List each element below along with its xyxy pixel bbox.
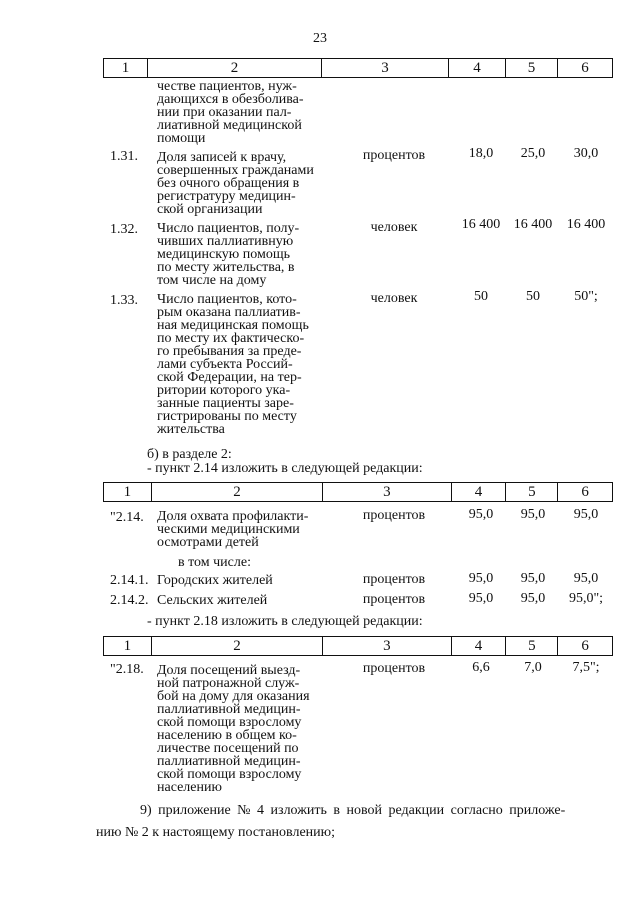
- table2-header: [103, 482, 613, 502]
- row-value-col6: 50";: [574, 289, 598, 304]
- row-code: 2.14.1.: [110, 573, 149, 588]
- row-value-col4: 16 400: [461, 217, 501, 232]
- table2-header-col4: 4: [452, 483, 507, 501]
- row-code: 1.31.: [110, 149, 138, 164]
- final-paragraph-line1: 9) приложение № 4 изложить в новой редакции согласно приложе-: [140, 803, 566, 818]
- row-value-col6: 95,0";: [568, 591, 604, 606]
- row-name: Доля записей к врачу, совершенных гражданами без очного обращения в регистратуру медицин- ской организации: [157, 150, 314, 217]
- page-number: 23: [313, 31, 327, 46]
- row-code: "2.14.: [110, 510, 144, 525]
- table1-header-col3: 3: [322, 59, 449, 77]
- section-b-text: б) в разделе 2:: [147, 447, 232, 462]
- row-value-col6: 95,0: [573, 507, 599, 522]
- row-unit: человек: [370, 291, 418, 306]
- row-name: Сельских жителей: [157, 593, 268, 608]
- table1-header-col2: 2: [148, 59, 322, 77]
- row-value-col4: 95,0: [468, 507, 494, 522]
- row-value-col5: 95,0: [520, 507, 546, 522]
- row-name: Городских жителей: [157, 573, 273, 588]
- table3-header-col2: 2: [152, 637, 323, 655]
- table3-header: [103, 636, 613, 656]
- table3-header-col5: 5: [506, 637, 558, 655]
- row-code: 2.14.2.: [110, 593, 149, 608]
- row-value-col6: 7,5";: [572, 660, 600, 675]
- row-unit: процентов: [362, 148, 426, 163]
- row-value-col5: 95,0: [520, 571, 546, 586]
- row-value-col6: 30,0: [573, 146, 599, 161]
- row-unit: процентов: [362, 572, 426, 587]
- table3-header-col3: 3: [323, 637, 452, 655]
- table1-header-col4: 4: [449, 59, 506, 77]
- row-value-col4: 6,6: [472, 660, 490, 675]
- row-name: Число пациентов, кото- рым оказана паллиатив- ная медицинская помощь по месту их фактическо- го пребывания за преде- лами субъекта Россий- ской Федерации, на тер- ритории которого ука- занные пациенты заре- гистрированы по месту жительства: [157, 292, 309, 437]
- row-code: "2.18.: [110, 662, 144, 677]
- row-value-col6: 95,0: [573, 571, 599, 586]
- table1-header-col6: 6: [581, 60, 589, 76]
- row-name: Доля посещений выезд- ной патронажной служ- бой на дому для оказания паллиативной медицин- ской помощи взрослому населению в общем ко- личестве посещений по паллиативной медицин- ской помощи взрослому населению: [157, 663, 310, 795]
- row-name: Доля охвата профилакти- ческими медицинскими осмотрами детей: [157, 509, 309, 550]
- table3-header-col4: 4: [452, 637, 507, 655]
- row-code: 1.32.: [110, 222, 138, 237]
- row-value-col5: 16 400: [513, 217, 553, 232]
- row-value-col5: 25,0: [520, 146, 546, 161]
- table2-header-col6: 6: [581, 484, 589, 500]
- row-code: 1.33.: [110, 293, 138, 308]
- row-value-col4: 95,0: [468, 571, 494, 586]
- row-name: Число пациентов, полу- чивших паллиативную медицинскую помощь по месту жительства, в том числе на дому: [157, 221, 300, 288]
- row-value-col6: 16 400: [566, 217, 606, 232]
- row-value-col4: 95,0: [468, 591, 494, 606]
- table1-continuation-text: честве пациентов, нуж- дающихся в обезболива- нии при оказании пал- лиативной медицинской помощи: [157, 79, 304, 146]
- point-2-14-intro: - пункт 2.14 изложить в следующей редакции:: [147, 461, 423, 476]
- row-value-col5: 7,0: [524, 660, 542, 675]
- table1-header: [103, 58, 613, 78]
- row-value-col5: 50: [526, 289, 540, 304]
- row-value-col4: 50: [474, 289, 488, 304]
- table1-header-col1: 1: [104, 59, 148, 77]
- row-value-col4: 18,0: [468, 146, 494, 161]
- final-paragraph-line2: нию № 2 к настоящему постановлению;: [96, 825, 335, 840]
- row-unit: процентов: [362, 661, 426, 676]
- table3-header-col1: 1: [104, 637, 152, 655]
- table2-header-col2: 2: [152, 483, 323, 501]
- table3-header-col6: 6: [581, 638, 589, 654]
- row-unit: процентов: [362, 592, 426, 607]
- row-unit: человек: [370, 220, 418, 235]
- table2-header-col5: 5: [506, 483, 558, 501]
- table2-header-col3: 3: [323, 483, 452, 501]
- including-label: в том числе:: [178, 555, 251, 570]
- row-value-col5: 95,0: [520, 591, 546, 606]
- table1-header-col5: 5: [506, 59, 558, 77]
- row-unit: процентов: [362, 508, 426, 523]
- table2-header-col1: 1: [104, 483, 152, 501]
- point-2-18-intro: - пункт 2.18 изложить в следующей редакции:: [147, 614, 423, 629]
